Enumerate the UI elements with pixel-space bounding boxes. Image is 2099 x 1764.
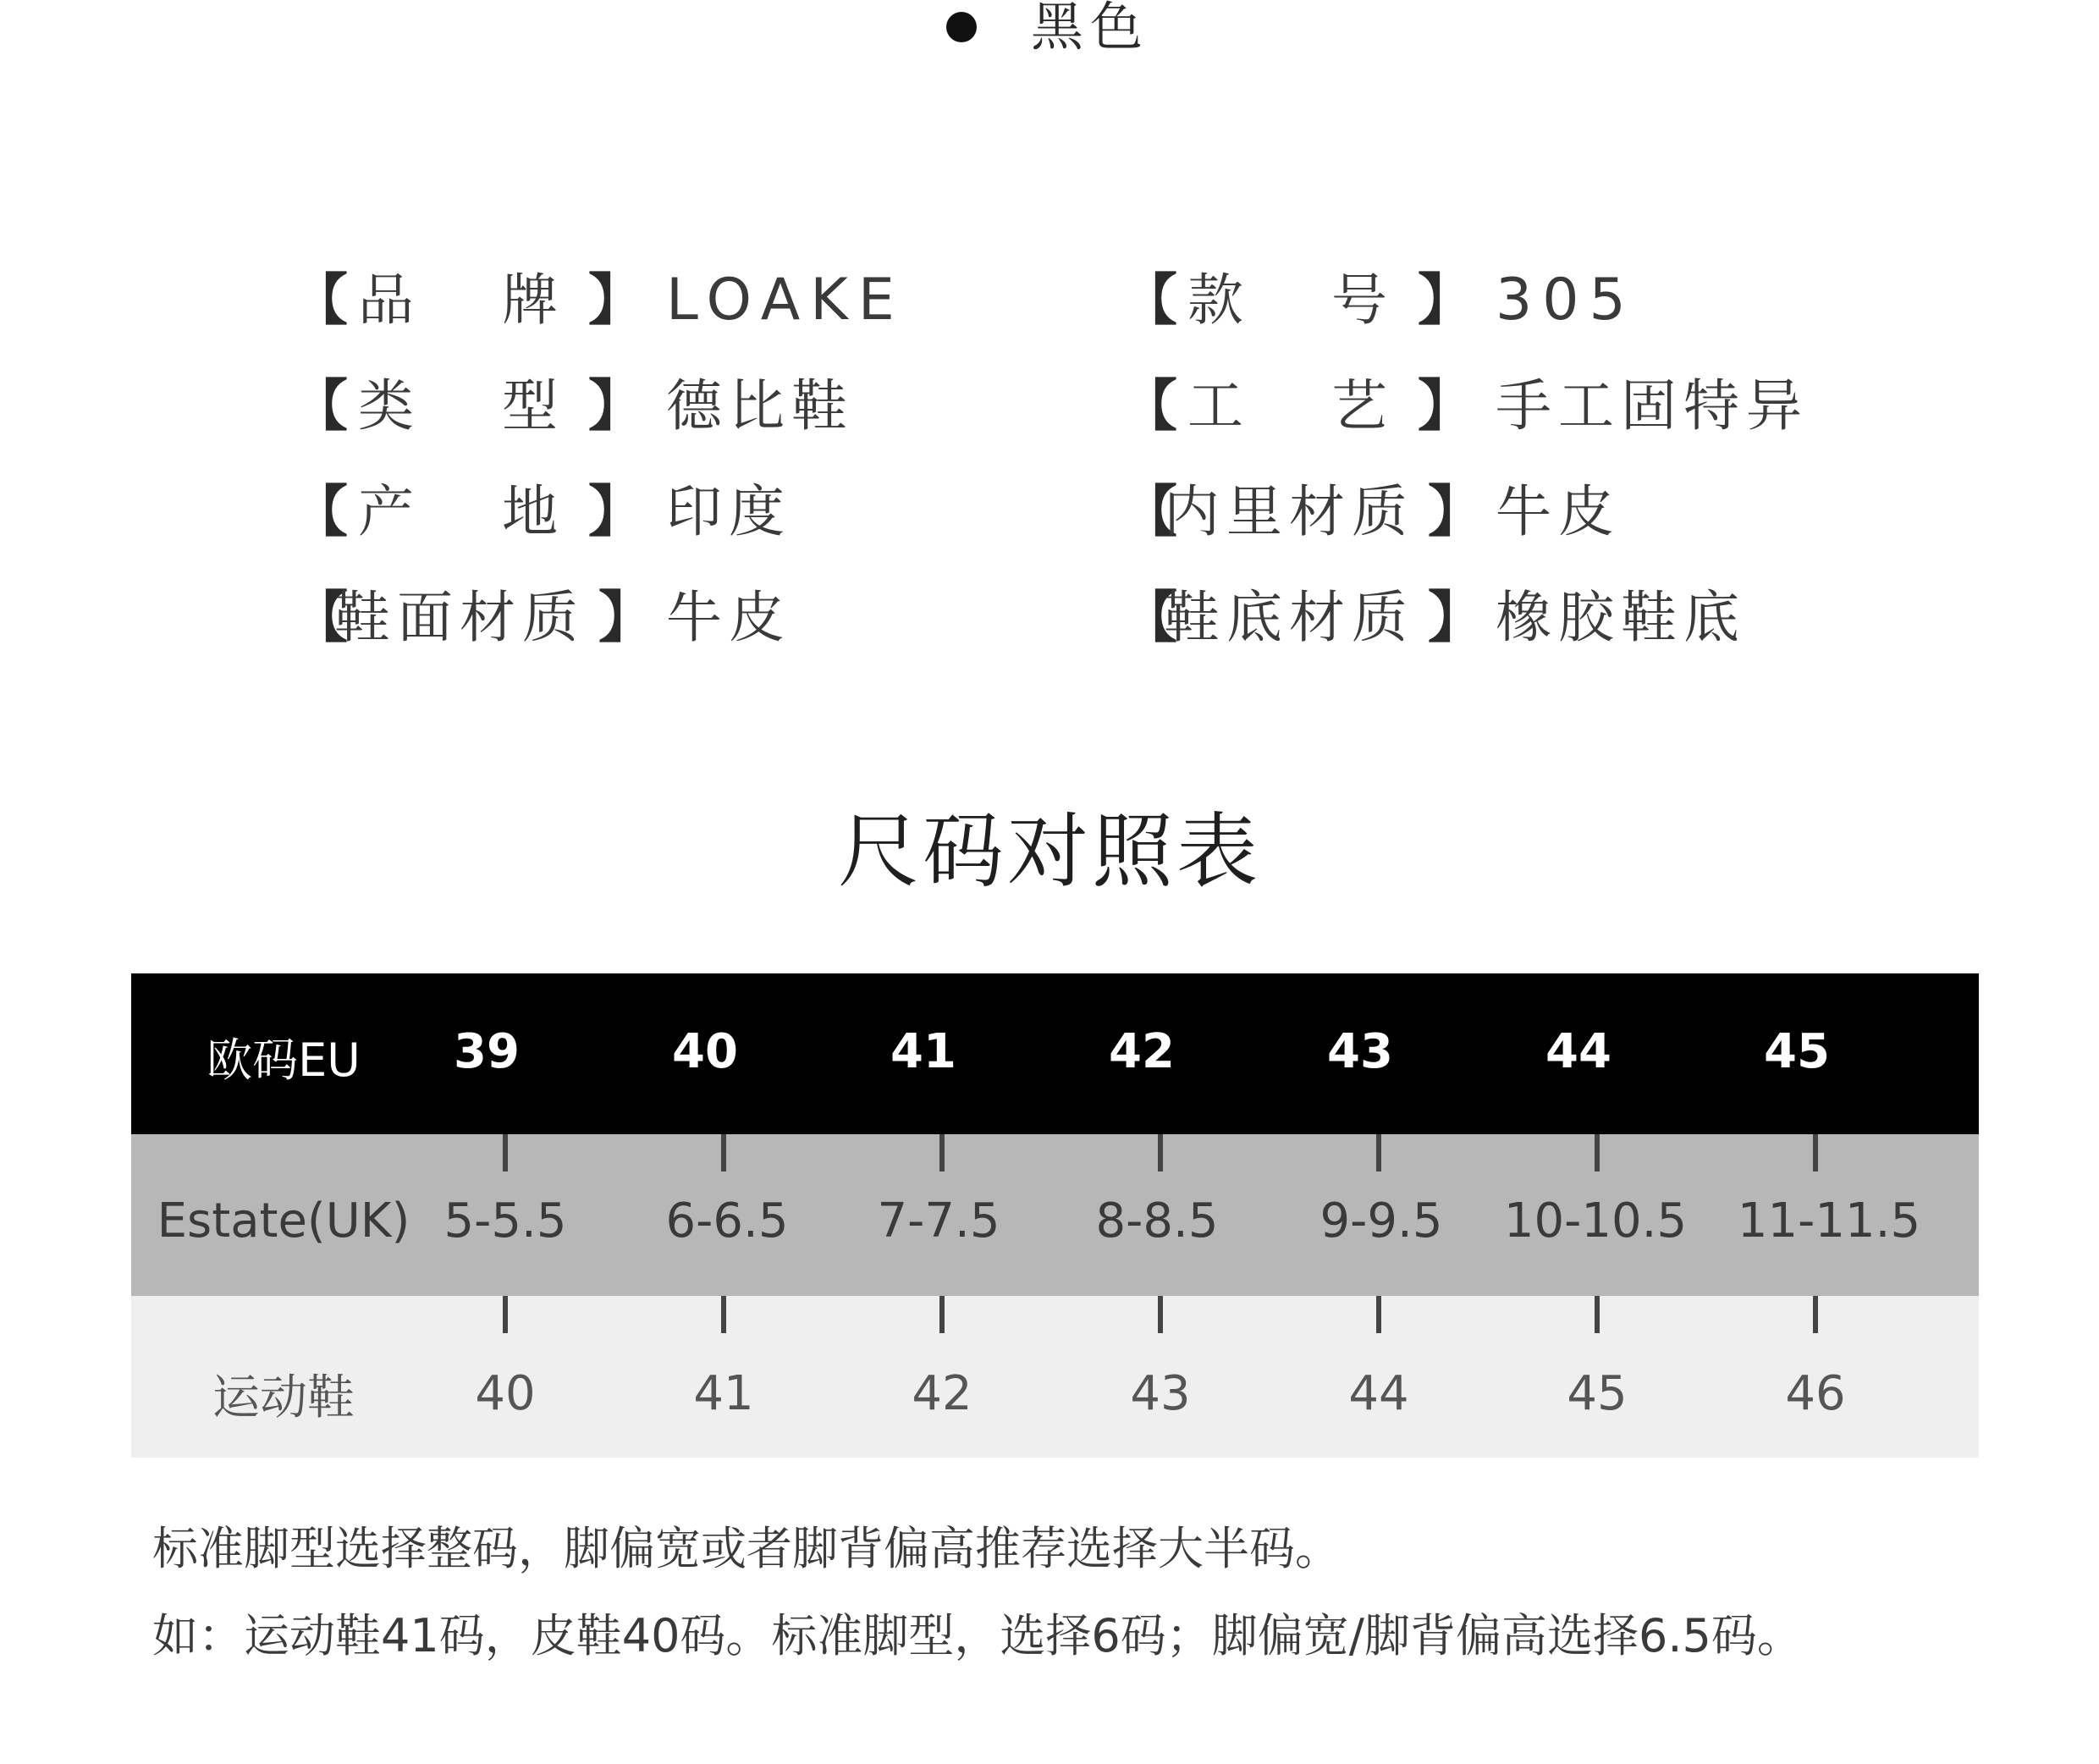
bracket-left: 【 [292,479,348,544]
bracket-left: 【 [292,373,348,438]
color-name: 黑色 [1031,0,1150,58]
size-note-1: 标准脚型选择整码，脚偏宽或者脚背偏高推荐选择大半码。 [152,1522,1341,1575]
spec-brand-value: LOAKE [666,267,905,334]
size-note-2: 如：运动鞋41码，皮鞋40码。标准脚型，选择6码；脚偏宽/脚背偏高选择6.5码。 [152,1609,1803,1662]
table-row-uk [131,1134,1979,1296]
spec-brand-label-1: 品 [358,267,414,333]
spec-type-label-1: 类 [358,373,414,438]
sport-size-cell: 41 [693,1366,754,1421]
sport-size-cell: 45 [1567,1366,1628,1421]
uk-size-cell: 9-9.5 [1319,1193,1443,1249]
sport-size-cell: 46 [1785,1366,1846,1421]
eu-size-cell: 41 [890,1023,956,1079]
color-dot-icon [946,12,977,42]
eu-size-cell: 44 [1545,1023,1611,1079]
spec-upper-label: 鞋面材质 [334,585,585,650]
row-label-uk: Estate(UK) [157,1193,410,1249]
bracket-left: 【 [1121,267,1177,333]
spec-type-value: 德比鞋 [666,373,854,438]
bracket-right: 】 [1418,373,1474,438]
bracket-left: 【 [1121,373,1177,438]
uk-size-cell: 5-5.5 [443,1193,567,1249]
spec-sole-value: 橡胶鞋底 [1496,585,1746,650]
bracket-right: 】 [598,585,654,650]
spec-type-label-2: 型 [502,373,558,438]
table-row-eu [131,973,1979,1134]
spec-brand-label-2: 牌 [502,267,558,333]
bracket-right: 】 [1428,479,1484,544]
spec-lining-label: 内里材质 [1164,479,1414,544]
bracket-right: 】 [1418,267,1474,333]
sport-size-cell: 43 [1130,1366,1191,1421]
spec-model-value: 305 [1496,267,1636,334]
bracket-right: 】 [1428,585,1484,650]
table-row-sport [131,1296,1979,1458]
spec-upper-value: 牛皮 [666,585,791,650]
bracket-right: 】 [588,373,644,438]
size-chart-title: 尺码对照表 [838,804,1261,899]
bracket-left: 【 [1121,479,1177,544]
size-chart-table [131,973,1979,1458]
row-label-sport: 运动鞋 [212,1370,355,1425]
spec-model-label-1: 款 [1187,267,1243,333]
spec-craft-label-1: 工 [1187,373,1243,438]
eu-size-cell: 42 [1109,1023,1175,1079]
spec-craft-value: 手工固特异 [1496,373,1809,438]
bracket-left: 【 [292,585,348,650]
row-label-eu: 欧码EU [207,1033,361,1087]
uk-size-cell: 6-6.5 [665,1193,789,1249]
spec-origin-label-2: 地 [502,479,558,544]
sport-size-cell: 44 [1348,1366,1409,1421]
uk-size-cell: 10-10.5 [1503,1193,1688,1249]
spec-origin-value: 印度 [666,479,791,544]
spec-craft-label-2: 艺 [1331,373,1387,438]
eu-size-cell: 45 [1764,1023,1830,1079]
eu-size-cell: 39 [454,1023,520,1079]
bracket-right: 】 [588,267,644,333]
sport-size-cell: 42 [912,1366,972,1421]
spec-lining-value: 牛皮 [1496,479,1621,544]
eu-size-cell: 43 [1327,1023,1393,1079]
uk-size-cell: 8-8.5 [1095,1193,1219,1249]
uk-size-cell: 11-11.5 [1737,1193,1921,1249]
spec-model-label-2: 号 [1331,267,1387,333]
bracket-right: 】 [588,479,644,544]
uk-size-cell: 7-7.5 [877,1193,1000,1249]
bracket-left: 【 [1121,585,1177,650]
spec-sole-label: 鞋底材质 [1164,585,1414,650]
spec-origin-label-1: 产 [358,479,414,544]
bracket-left: 【 [292,267,348,333]
color-option [0,0,2099,59]
sport-size-cell: 40 [475,1366,536,1421]
eu-size-cell: 40 [672,1023,738,1079]
